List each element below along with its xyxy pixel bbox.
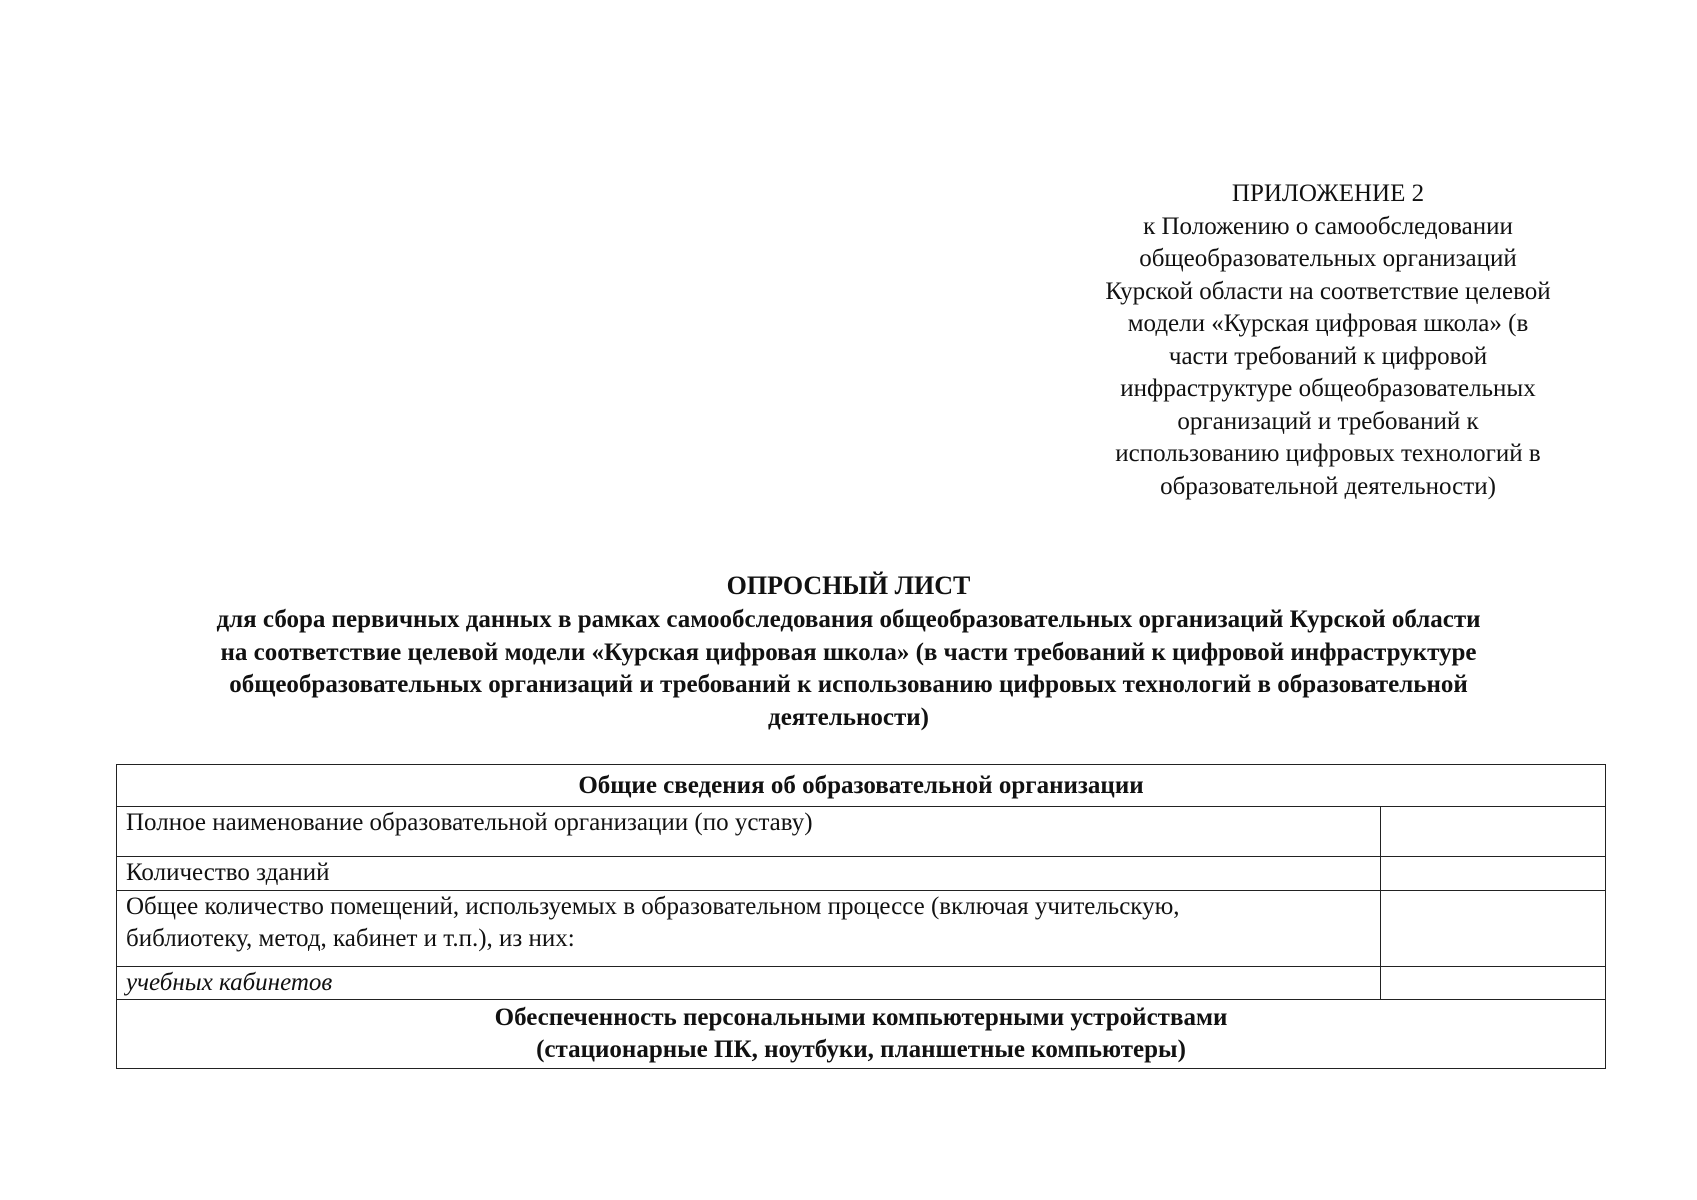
section-header-computer-devices [117, 1000, 1606, 1069]
row-label-full-name: Полное наименование образовательной организации (по уставу) [117, 807, 1381, 857]
row-label-classrooms: учебных кабинетов [117, 967, 1381, 1000]
appendix-line: к Положению о самообследовании [1143, 212, 1513, 240]
row-label-line: библиотеку, метод, кабинет и т.п.), из них: [126, 925, 575, 952]
subtitle-line: общеобразовательных организаций и требований к использованию цифровых технологий в образовательной [229, 671, 1468, 698]
appendix-line: образовательной деятельности) [1160, 472, 1496, 500]
value-cell-classrooms[interactable] [1381, 967, 1606, 1000]
section-header-general-info: Общие сведения об образовательной организации [117, 765, 1606, 807]
section-header-line: Обеспеченность персональными компьютерными устройствами [494, 1004, 1228, 1031]
appendix-header [1060, 178, 1596, 503]
appendix-line: Курской области на соответствие целевой [1105, 277, 1551, 305]
row-label-total-rooms [117, 891, 1381, 967]
value-cell-full-name[interactable] [1381, 807, 1606, 857]
section-header-row [117, 1000, 1606, 1069]
document-title: ОПРОСНЫЙ ЛИСТ [726, 571, 971, 600]
appendix-line: части требований к цифровой [1168, 342, 1488, 370]
appendix-line: модели «Курская цифровая школа» (в [1127, 310, 1529, 337]
appendix-title: ПРИЛОЖЕНИЕ 2 [1231, 180, 1425, 207]
subtitle-line: деятельности) [768, 703, 929, 731]
appendix-line: организаций и требований к [1177, 407, 1479, 435]
appendix-line: использованию цифровых технологий в [1115, 440, 1541, 467]
appendix-line: общеобразовательных организаций [1139, 245, 1517, 272]
table-row [117, 967, 1606, 1000]
table-row [117, 891, 1606, 967]
table-row [117, 807, 1606, 857]
value-cell-total-rooms[interactable] [1381, 891, 1606, 967]
row-label-buildings: Количество зданий [117, 857, 1381, 891]
section-header-row [117, 765, 1606, 807]
value-cell-buildings[interactable] [1381, 857, 1606, 891]
appendix-line: инфраструктуре общеобразовательных [1120, 375, 1536, 402]
survey-table [116, 764, 1606, 1069]
row-label-line: Общее количество помещений, используемых в образовательном процессе (включая учительскую, [126, 893, 1180, 920]
table-row [117, 857, 1606, 891]
subtitle-line: для сбора первичных данных в рамках самообследования общеобразовательных организаций Курской области [216, 606, 1481, 633]
section-header-line: (стационарные ПК, ноутбуки, планшетные компьютеры) [536, 1036, 1186, 1063]
document-subtitle [60, 604, 1637, 734]
subtitle-line: на соответствие целевой модели «Курская цифровая школа» (в части требований к цифровой инфраструктуре [220, 638, 1477, 666]
document-title-block [60, 568, 1637, 734]
